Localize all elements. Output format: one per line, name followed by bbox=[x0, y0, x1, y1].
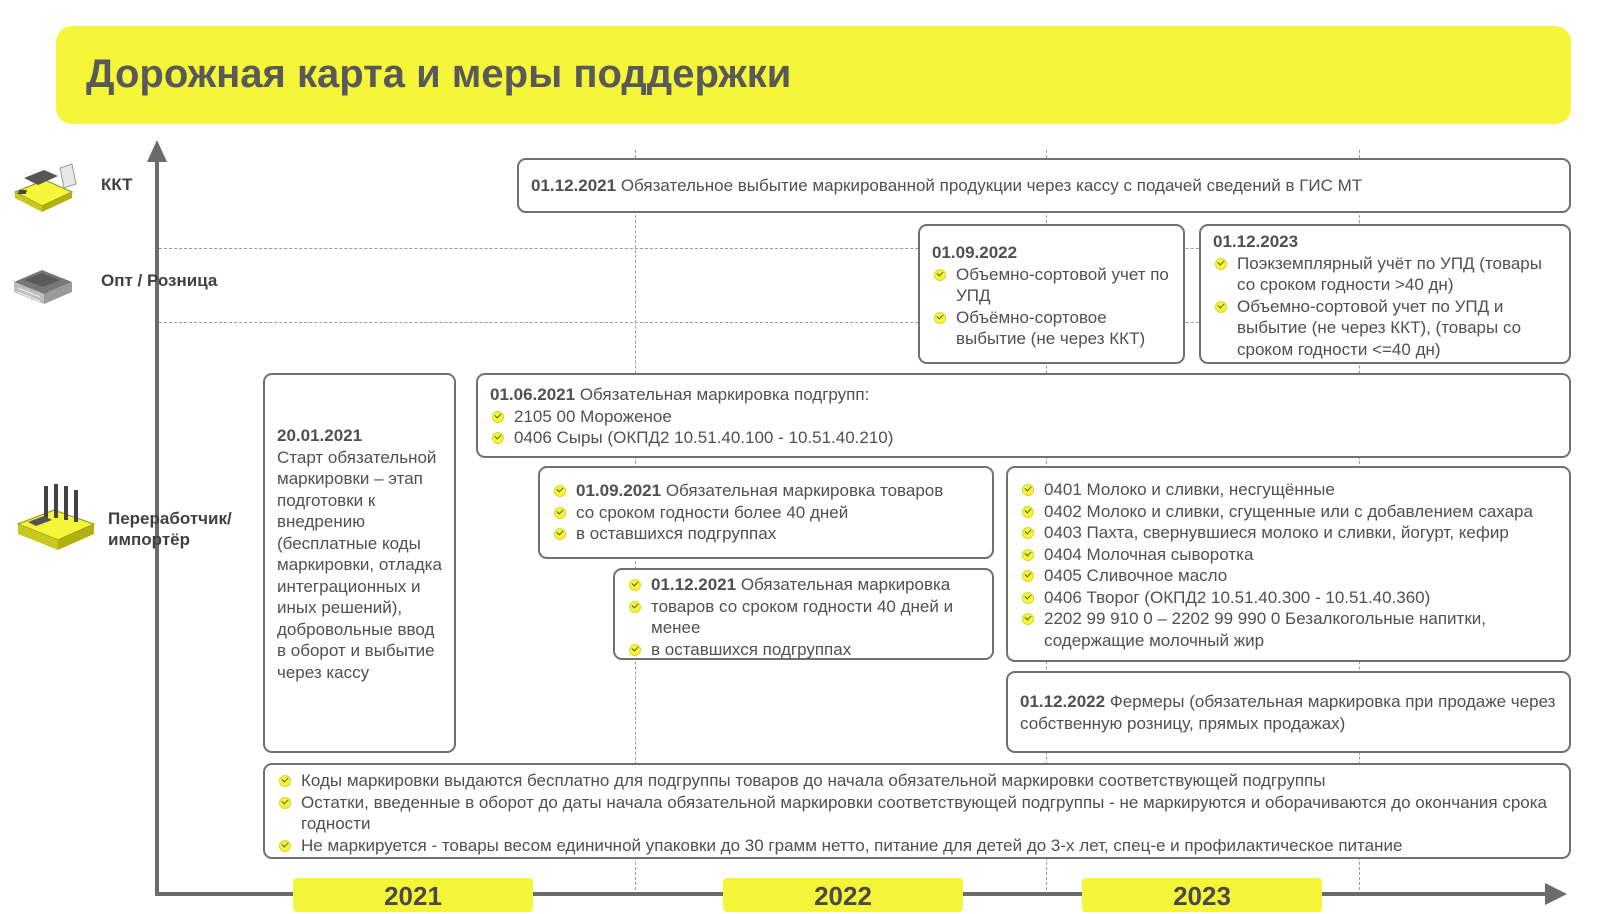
opt-2023-box bbox=[1199, 224, 1571, 364]
list-item: Коды маркировки выдаются бесплатно для подгруппы товаров до начала обязательной маркировки соответствующей подгруппы bbox=[277, 770, 1557, 792]
factory-icon bbox=[14, 480, 98, 556]
list-item: 2105 00 Мороженое bbox=[490, 406, 1557, 428]
year-label-2022: 2022 bbox=[723, 878, 963, 912]
box-text: Фермеры (обязательная маркировка при продаже через собственную розницу, прямых продажах) bbox=[1020, 692, 1556, 733]
farmers-2022-box bbox=[1006, 671, 1571, 753]
box-date: 01.12.2021 bbox=[531, 176, 617, 195]
list-item: Объемно-сортовой учет по УПД и выбытие (не через ККТ), (товары со сроком годности <=40 дн) bbox=[1213, 296, 1557, 361]
list-item: 0406 Сыры (ОКПД2 10.51.40.100 - 10.51.40.210) bbox=[490, 427, 1557, 449]
box-date: 20.01.2021 bbox=[277, 426, 363, 445]
year-label-2023: 2023 bbox=[1082, 878, 1322, 912]
list-item: Объёмно-сортовое выбытие (не через ККТ) bbox=[932, 307, 1171, 350]
box-text: Старт обязательной маркировки – этап подготовки к внедрению (бесплатные коды маркировки, отладка интеграционных и иных решений), добровольные ввод в оборот и выбытие через кассу bbox=[277, 447, 442, 682]
row-label-opt: Опт / Розница bbox=[101, 271, 218, 290]
list-item: 01.12.2021 Обязательная маркировка bbox=[627, 574, 980, 596]
list-item: 0401 Молоко и сливки, несгущённые bbox=[1020, 479, 1557, 501]
box-date: 01.12.2021 bbox=[651, 575, 737, 594]
year-label-2021: 2021 bbox=[293, 878, 533, 912]
support-measures-box bbox=[263, 763, 1571, 859]
opt-2022-box bbox=[918, 224, 1185, 364]
list-item: 0403 Пахта, свернувшиеся молоко и сливки, йогурт, кефир bbox=[1020, 522, 1557, 544]
list-item: 01.09.2021 Обязательная маркировка товаров bbox=[552, 480, 980, 502]
box-date: 01.12.2023 bbox=[1213, 232, 1299, 251]
list-item: 0404 Молочная сыворотка bbox=[1020, 544, 1557, 566]
list-item: в оставшихся подгруппах bbox=[552, 523, 980, 545]
list-item: Объемно-сортовой учет по УПД bbox=[932, 264, 1171, 307]
box-date: 01.09.2021 bbox=[576, 481, 662, 500]
header-banner bbox=[56, 26, 1571, 124]
subgroups-2021-box bbox=[476, 373, 1571, 458]
box-text: Обязательное выбытие маркированной продукции через кассу с подачей сведений в ГИС МТ bbox=[620, 176, 1363, 195]
page-title: Дорожная карта и меры поддержки bbox=[86, 52, 792, 96]
long-shelf-2021-box bbox=[538, 466, 994, 559]
list-item: 0406 Творог (ОКПД2 10.51.40.300 - 10.51.40.360) bbox=[1020, 587, 1557, 609]
warehouse-icon bbox=[10, 258, 76, 310]
list-item: в оставшихся подгруппах bbox=[627, 639, 980, 661]
row-label-kkt: ККТ bbox=[101, 175, 133, 194]
start-2021-box bbox=[263, 373, 456, 753]
product-codes-box bbox=[1006, 466, 1571, 662]
vertical-axis-arrow bbox=[147, 140, 167, 162]
cash-register-icon bbox=[10, 160, 80, 220]
short-shelf-2021-box bbox=[613, 568, 994, 660]
list-item: товаров со сроком годности 40 дней и менее bbox=[627, 596, 980, 639]
box-date: 01.09.2022 bbox=[932, 243, 1018, 262]
list-item: 0402 Молоко и сливки, сгущенные или с добавлением сахара bbox=[1020, 501, 1557, 523]
list-item: Остатки, введенные в оборот до даты начала обязательной маркировки соответствующей подгруппы - не маркируются и оборачиваются до окончания срока годности bbox=[277, 792, 1557, 835]
box-date: 01.06.2021 bbox=[490, 385, 576, 404]
list-item: 0405 Сливочное масло bbox=[1020, 565, 1557, 587]
list-item: 2202 99 910 0 – 2202 99 990 0 Безалкогольные напитки, содержащие молочный жир bbox=[1020, 608, 1557, 651]
list-item: Поэкземплярный учёт по УПД (товары со сроком годности >40 дн) bbox=[1213, 253, 1557, 296]
row-label-processor: Переработчик/ импортёр bbox=[108, 509, 232, 549]
box-date: 01.12.2022 bbox=[1020, 692, 1106, 711]
list-item: со сроком годности более 40 дней bbox=[552, 502, 980, 524]
box-text: Обязательная маркировка подгрупп: bbox=[579, 385, 870, 404]
kkt-2021-box bbox=[517, 158, 1571, 213]
time-axis-arrow bbox=[1545, 883, 1567, 905]
list-item: Не маркируется - товары весом единичной упаковки до 30 грамм нетто, питание для детей до 3-х лет, спец-е и профилактическое питание bbox=[277, 835, 1557, 857]
